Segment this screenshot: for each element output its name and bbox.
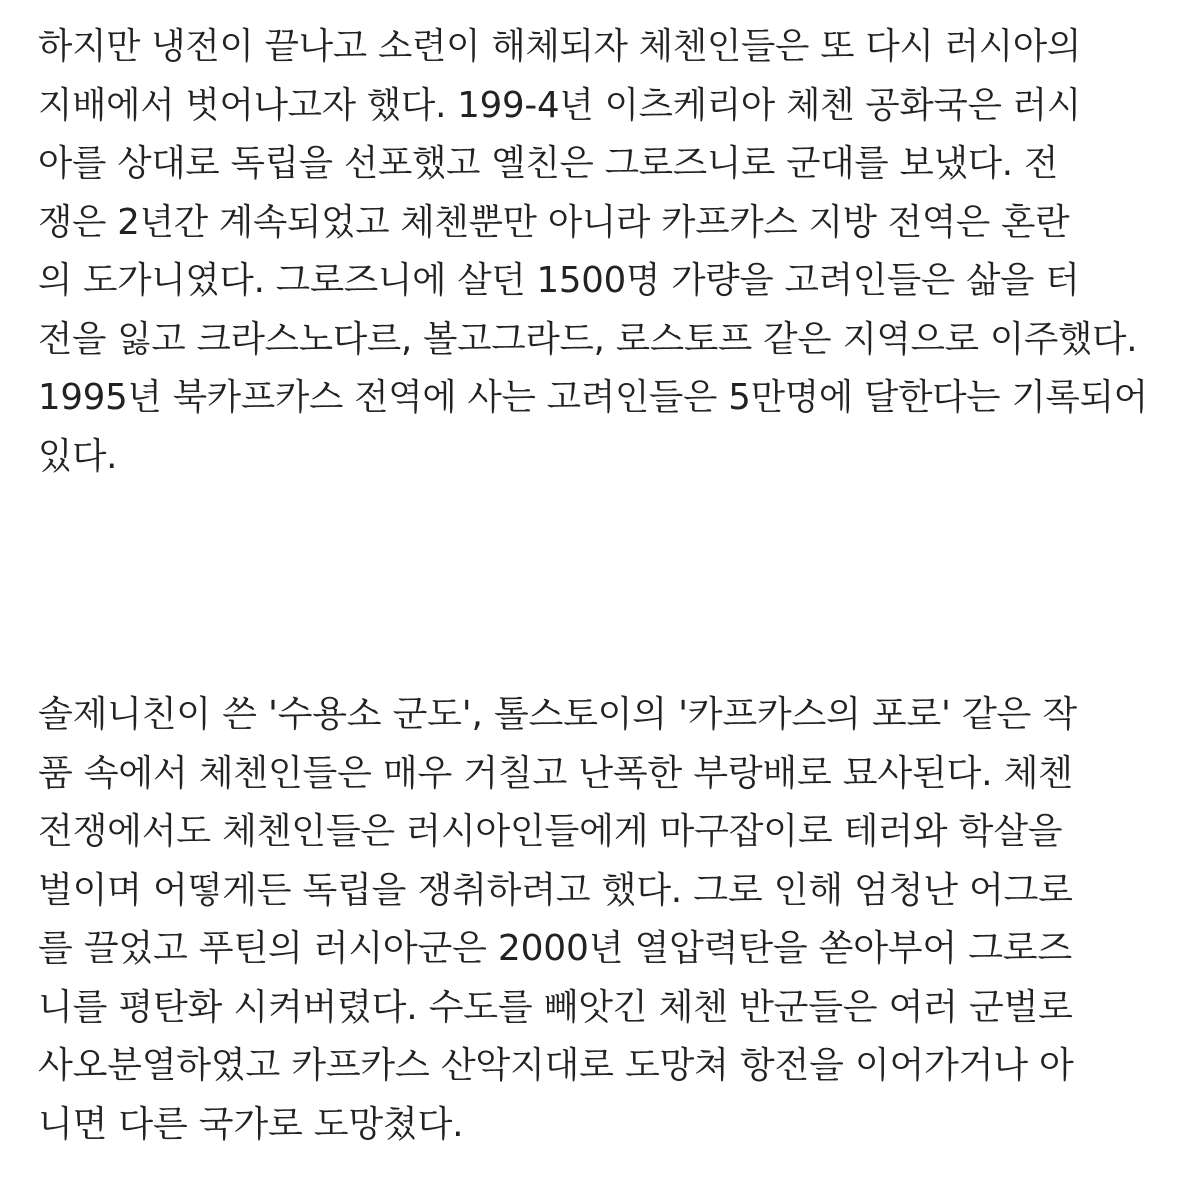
paragraph-2 — [38, 686, 1077, 1154]
text-line: 니를 평탄화 시켜버렸다. 수도를 빼앗긴 체첸 반군들은 여러 군벌로 — [38, 986, 1073, 1028]
text-line: 솔제니친이 쓴 '수용소 군도', 톨스토이의 '카프카스의 포로' 같은 작 — [38, 694, 1077, 735]
paragraph-1 — [38, 18, 1164, 486]
text-line: 지배에서 벗어나고자 했다. 199-4년 이츠케리아 체첸 공화국은 러시 — [38, 84, 1081, 126]
text-line: 전을 잃고 크라스노다르, 볼고그라드, 로스토프 같은 지역으로 이주했다. — [38, 318, 1138, 360]
text-line: 를 끌었고 푸틴의 러시아군은 2000년 열압력탄을 쏟아부어 그로즈 — [38, 928, 1072, 969]
text-line: 니면 다른 국가로 도망쳤다. — [38, 1103, 464, 1145]
text-line: 품 속에서 체첸인들은 매우 거칠고 난폭한 부랑배로 묘사된다. 체첸 — [38, 752, 1073, 794]
text-line: 하지만 냉전이 끝나고 소련이 해체되자 체첸인들은 또 다시 러시아의 — [38, 26, 1082, 67]
text-line: 전쟁에서도 체첸인들은 러시아인들에게 마구잡이로 테러와 학살을 — [38, 811, 1063, 852]
text-line: 벌이며 어떻게든 독립을 쟁취하려고 했다. 그로 인해 엄청난 어그로 — [38, 869, 1073, 911]
text-line: 있다. — [38, 435, 118, 477]
text-line: 의 도가니였다. 그로즈니에 살던 1500명 가량을 고려인들은 삶을 터 — [38, 260, 1080, 301]
text-line: 1995년 북카프카스 전역에 사는 고려인들은 5만명에 달한다는 기록되어 — [38, 377, 1148, 418]
text-line: 사오분열하였고 카프카스 산악지대로 도망쳐 항전을 이어가거나 아 — [38, 1045, 1074, 1086]
text-line: 쟁은 2년간 계속되었고 체첸뿐만 아니라 카프카스 지방 전역은 혼란 — [38, 201, 1070, 243]
text-line: 아를 상대로 독립을 선포했고 옐친은 그로즈니로 군대를 보냈다. 전 — [38, 143, 1059, 184]
